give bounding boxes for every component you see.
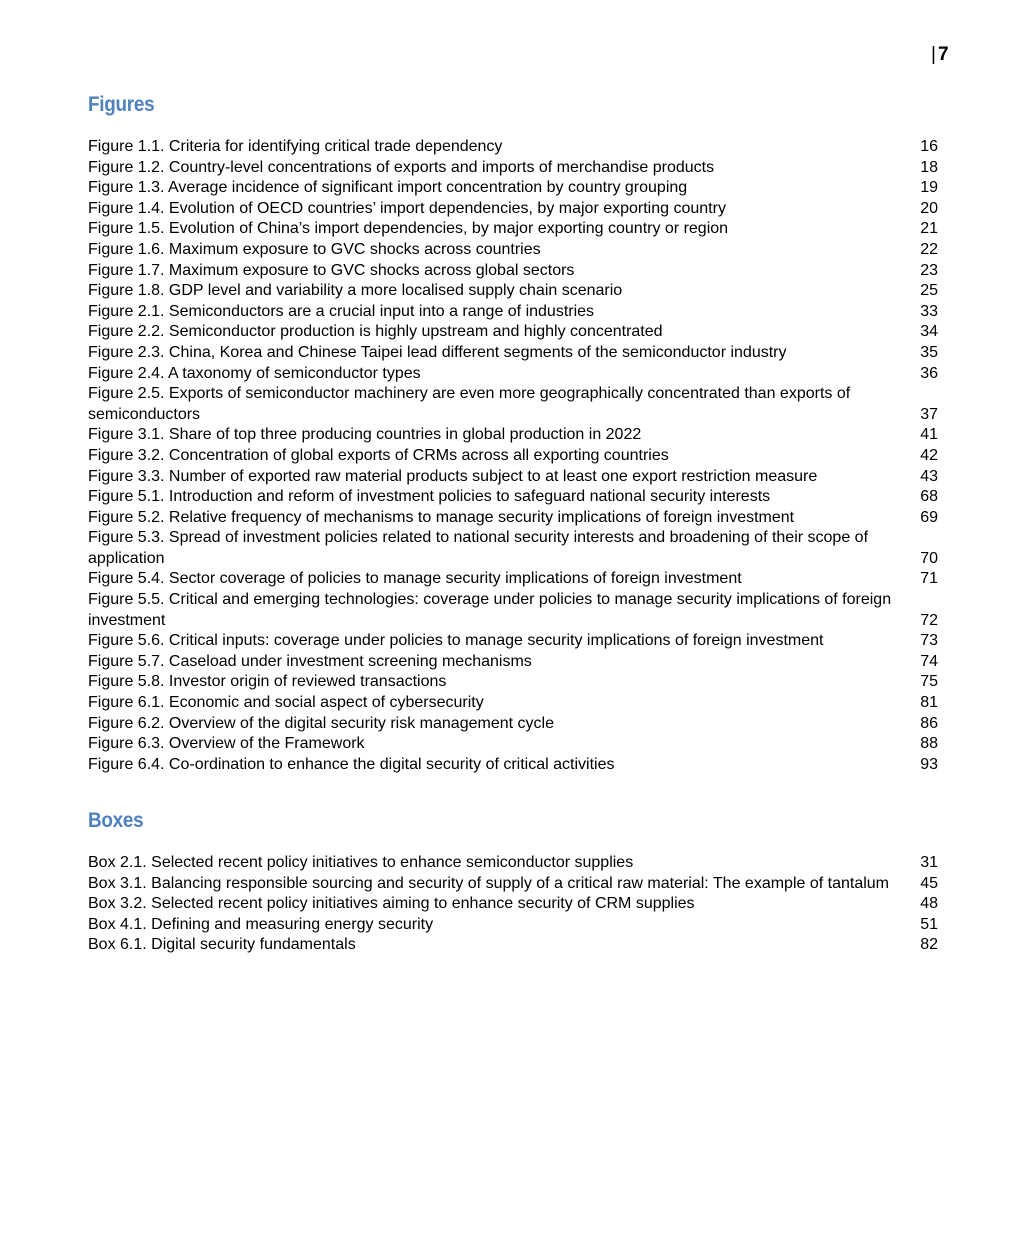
toc-entry-page: 18 — [920, 158, 938, 176]
toc-entry-page: 48 — [920, 895, 938, 913]
toc-entry-page: 16 — [920, 138, 938, 155]
toc-entry-page: 21 — [920, 220, 938, 238]
toc-entry-title: Box 4.1. Defining and measuring energy security — [88, 915, 434, 933]
toc-entry-title: Figure 1.1. Criteria for identifying critical trade dependency — [88, 138, 503, 155]
toc-entry-title: Figure 1.3. Average incidence of significant import concentration by country grouping — [88, 179, 688, 197]
toc-entry-title: Figure 1.4. Evolution of OECD countries’ import dependencies, by major exporting country — [88, 199, 726, 217]
toc-entry[interactable] — [88, 322, 938, 343]
toc-entry[interactable] — [88, 261, 938, 282]
toc-entry[interactable] — [88, 219, 938, 240]
toc-entry-title: Figure 2.4. A taxonomy of semiconductor types — [88, 364, 421, 382]
toc-entry-title: Figure 2.1. Semiconductors are a crucial input into a range of industries — [88, 302, 595, 320]
toc-entry-title: Figure 5.5. Critical and emerging technologies: coverage under policies to manage security implications of foreign investment — [88, 591, 892, 629]
toc-entry-title: Figure 6.4. Co-ordination to enhance the digital security of critical activities — [88, 755, 615, 773]
toc-entry-page: 68 — [920, 488, 938, 506]
toc-entry[interactable] — [88, 935, 938, 956]
toc-entry-page: 41 — [920, 426, 938, 444]
toc-entry-title: Figure 6.3. Overview of the Framework — [88, 735, 365, 753]
toc-entry-page: 22 — [920, 240, 938, 258]
toc-entry-page: 33 — [920, 302, 938, 320]
toc-entry[interactable] — [88, 693, 938, 714]
toc-entry-page: 86 — [920, 714, 938, 732]
figures-list — [88, 92, 938, 775]
figures-heading: Figures — [88, 93, 155, 116]
toc-entry-page: 70 — [920, 549, 938, 567]
toc-entry-page: 51 — [920, 915, 938, 933]
toc-entry[interactable] — [88, 364, 938, 385]
toc-entry[interactable] — [88, 508, 938, 529]
toc-entry-title: Figure 5.7. Caseload under investment screening mechanisms — [88, 652, 532, 670]
toc-entry[interactable] — [88, 199, 938, 220]
toc-entry-title: Figure 3.1. Share of top three producing countries in global production in 2022 — [88, 426, 642, 444]
toc-entry-title: Box 3.2. Selected recent policy initiatives aiming to enhance security of CRM supplies — [88, 895, 695, 913]
toc-entry-page: 81 — [920, 694, 938, 712]
toc-entry-page: 25 — [920, 282, 938, 300]
toc-entry-page: 37 — [920, 405, 938, 423]
toc-entry-title: Figure 1.2. Country-level concentrations of exports and imports of merchandise products — [88, 158, 715, 176]
toc-entry-title: Figure 5.8. Investor origin of reviewed transactions — [88, 673, 447, 691]
toc-entry-page: 36 — [920, 364, 938, 382]
toc-entry-title: Figure 6.2. Overview of the digital security risk management cycle — [88, 714, 554, 732]
toc-entry[interactable] — [88, 178, 938, 199]
toc-entry[interactable] — [88, 714, 938, 735]
toc-entry-title: Figure 6.1. Economic and social aspect of cybersecurity — [88, 694, 484, 712]
toc-entry[interactable] — [88, 590, 938, 631]
toc-entry-page: 45 — [920, 874, 938, 892]
toc-entry[interactable] — [88, 734, 938, 755]
toc-entry[interactable] — [88, 281, 938, 302]
toc-entry-title: Figure 2.5. Exports of semiconductor machinery are even more geographically concentrated than exports of semiconductors — [88, 385, 851, 423]
toc-entry-page: 35 — [920, 343, 938, 361]
toc-entry-title: Figure 3.3. Number of exported raw material products subject to at least one export restriction measure — [88, 467, 818, 485]
page-number: | 7 — [931, 44, 949, 65]
toc-entry-page: 73 — [920, 632, 938, 650]
toc-entry[interactable] — [88, 528, 938, 569]
toc-entry[interactable] — [88, 240, 938, 261]
toc-entry-title: Figure 2.3. China, Korea and Chinese Taipei lead different segments of the semiconductor industry — [88, 343, 787, 361]
toc-entry[interactable] — [88, 137, 938, 158]
toc-entry-title: Figure 1.8. GDP level and variability a more localised supply chain scenario — [88, 282, 623, 300]
toc-entry-title: Figure 5.6. Critical inputs: coverage under policies to manage security implications of foreign investment — [88, 632, 824, 650]
toc-entry[interactable] — [88, 384, 938, 425]
toc-entry-title: Box 3.1. Balancing responsible sourcing and security of supply of a critical raw material: The example of tantalum — [88, 874, 889, 892]
toc-entry[interactable] — [88, 569, 938, 590]
toc-entry-title: Figure 2.2. Semiconductor production is highly upstream and highly concentrated — [88, 323, 663, 341]
toc-entry[interactable] — [88, 158, 938, 179]
boxes-list — [88, 808, 938, 956]
toc-entry[interactable] — [88, 755, 938, 776]
toc-entry[interactable] — [88, 446, 938, 467]
toc-entry-title: Figure 3.2. Concentration of global exports of CRMs across all exporting countries — [88, 446, 669, 464]
toc-entry-page: 31 — [920, 854, 938, 871]
toc-entry[interactable] — [88, 672, 938, 693]
toc-entry[interactable] — [88, 467, 938, 488]
toc-entry[interactable] — [88, 853, 938, 874]
toc-entry[interactable] — [88, 915, 938, 936]
toc-entry-page: 34 — [920, 323, 938, 341]
toc-entry-title: Figure 5.1. Introduction and reform of investment policies to safeguard national security interests — [88, 488, 771, 506]
toc-entry-page: 93 — [920, 755, 938, 773]
toc-entry[interactable] — [88, 302, 938, 323]
toc-entry[interactable] — [88, 487, 938, 508]
toc-entry-page: 82 — [920, 936, 938, 954]
toc-entry-page: 72 — [920, 611, 938, 629]
toc-entry[interactable] — [88, 631, 938, 652]
toc-entry-page: 20 — [920, 199, 938, 217]
toc-entry-page: 88 — [920, 735, 938, 753]
toc-entry-title: Figure 5.4. Sector coverage of policies to manage security implications of foreign investment — [88, 570, 742, 588]
boxes-heading: Boxes — [88, 809, 144, 832]
toc-entry-title: Box 2.1. Selected recent policy initiatives to enhance semiconductor supplies — [88, 854, 634, 871]
toc-entry-page: 42 — [920, 446, 938, 464]
toc-entry[interactable] — [88, 343, 938, 364]
toc-entry-title: Figure 5.3. Spread of investment policies related to national security interests and broadening of their scope of application — [88, 529, 869, 567]
toc-entry[interactable] — [88, 425, 938, 446]
toc-entry[interactable] — [88, 874, 938, 895]
toc-entry-page: 43 — [920, 467, 938, 485]
toc-entry-title: Figure 5.2. Relative frequency of mechanisms to manage security implications of foreign investment — [88, 508, 795, 526]
toc-entry-page: 74 — [920, 652, 938, 670]
toc-entry-page: 69 — [920, 508, 938, 526]
toc-entry-title: Figure 1.5. Evolution of China’s import dependencies, by major exporting country or region — [88, 220, 729, 238]
toc-entry-page: 23 — [920, 261, 938, 279]
toc-entry-page: 75 — [920, 673, 938, 691]
toc-entry-page: 71 — [920, 570, 938, 588]
toc-entry-title: Figure 1.7. Maximum exposure to GVC shocks across global sectors — [88, 261, 575, 279]
toc-entry[interactable] — [88, 652, 938, 673]
toc-entry-page: 19 — [920, 179, 938, 197]
toc-entry-title: Box 6.1. Digital security fundamentals — [88, 936, 356, 954]
toc-entry-title: Figure 1.6. Maximum exposure to GVC shocks across countries — [88, 240, 541, 258]
toc-entry[interactable] — [88, 894, 938, 915]
